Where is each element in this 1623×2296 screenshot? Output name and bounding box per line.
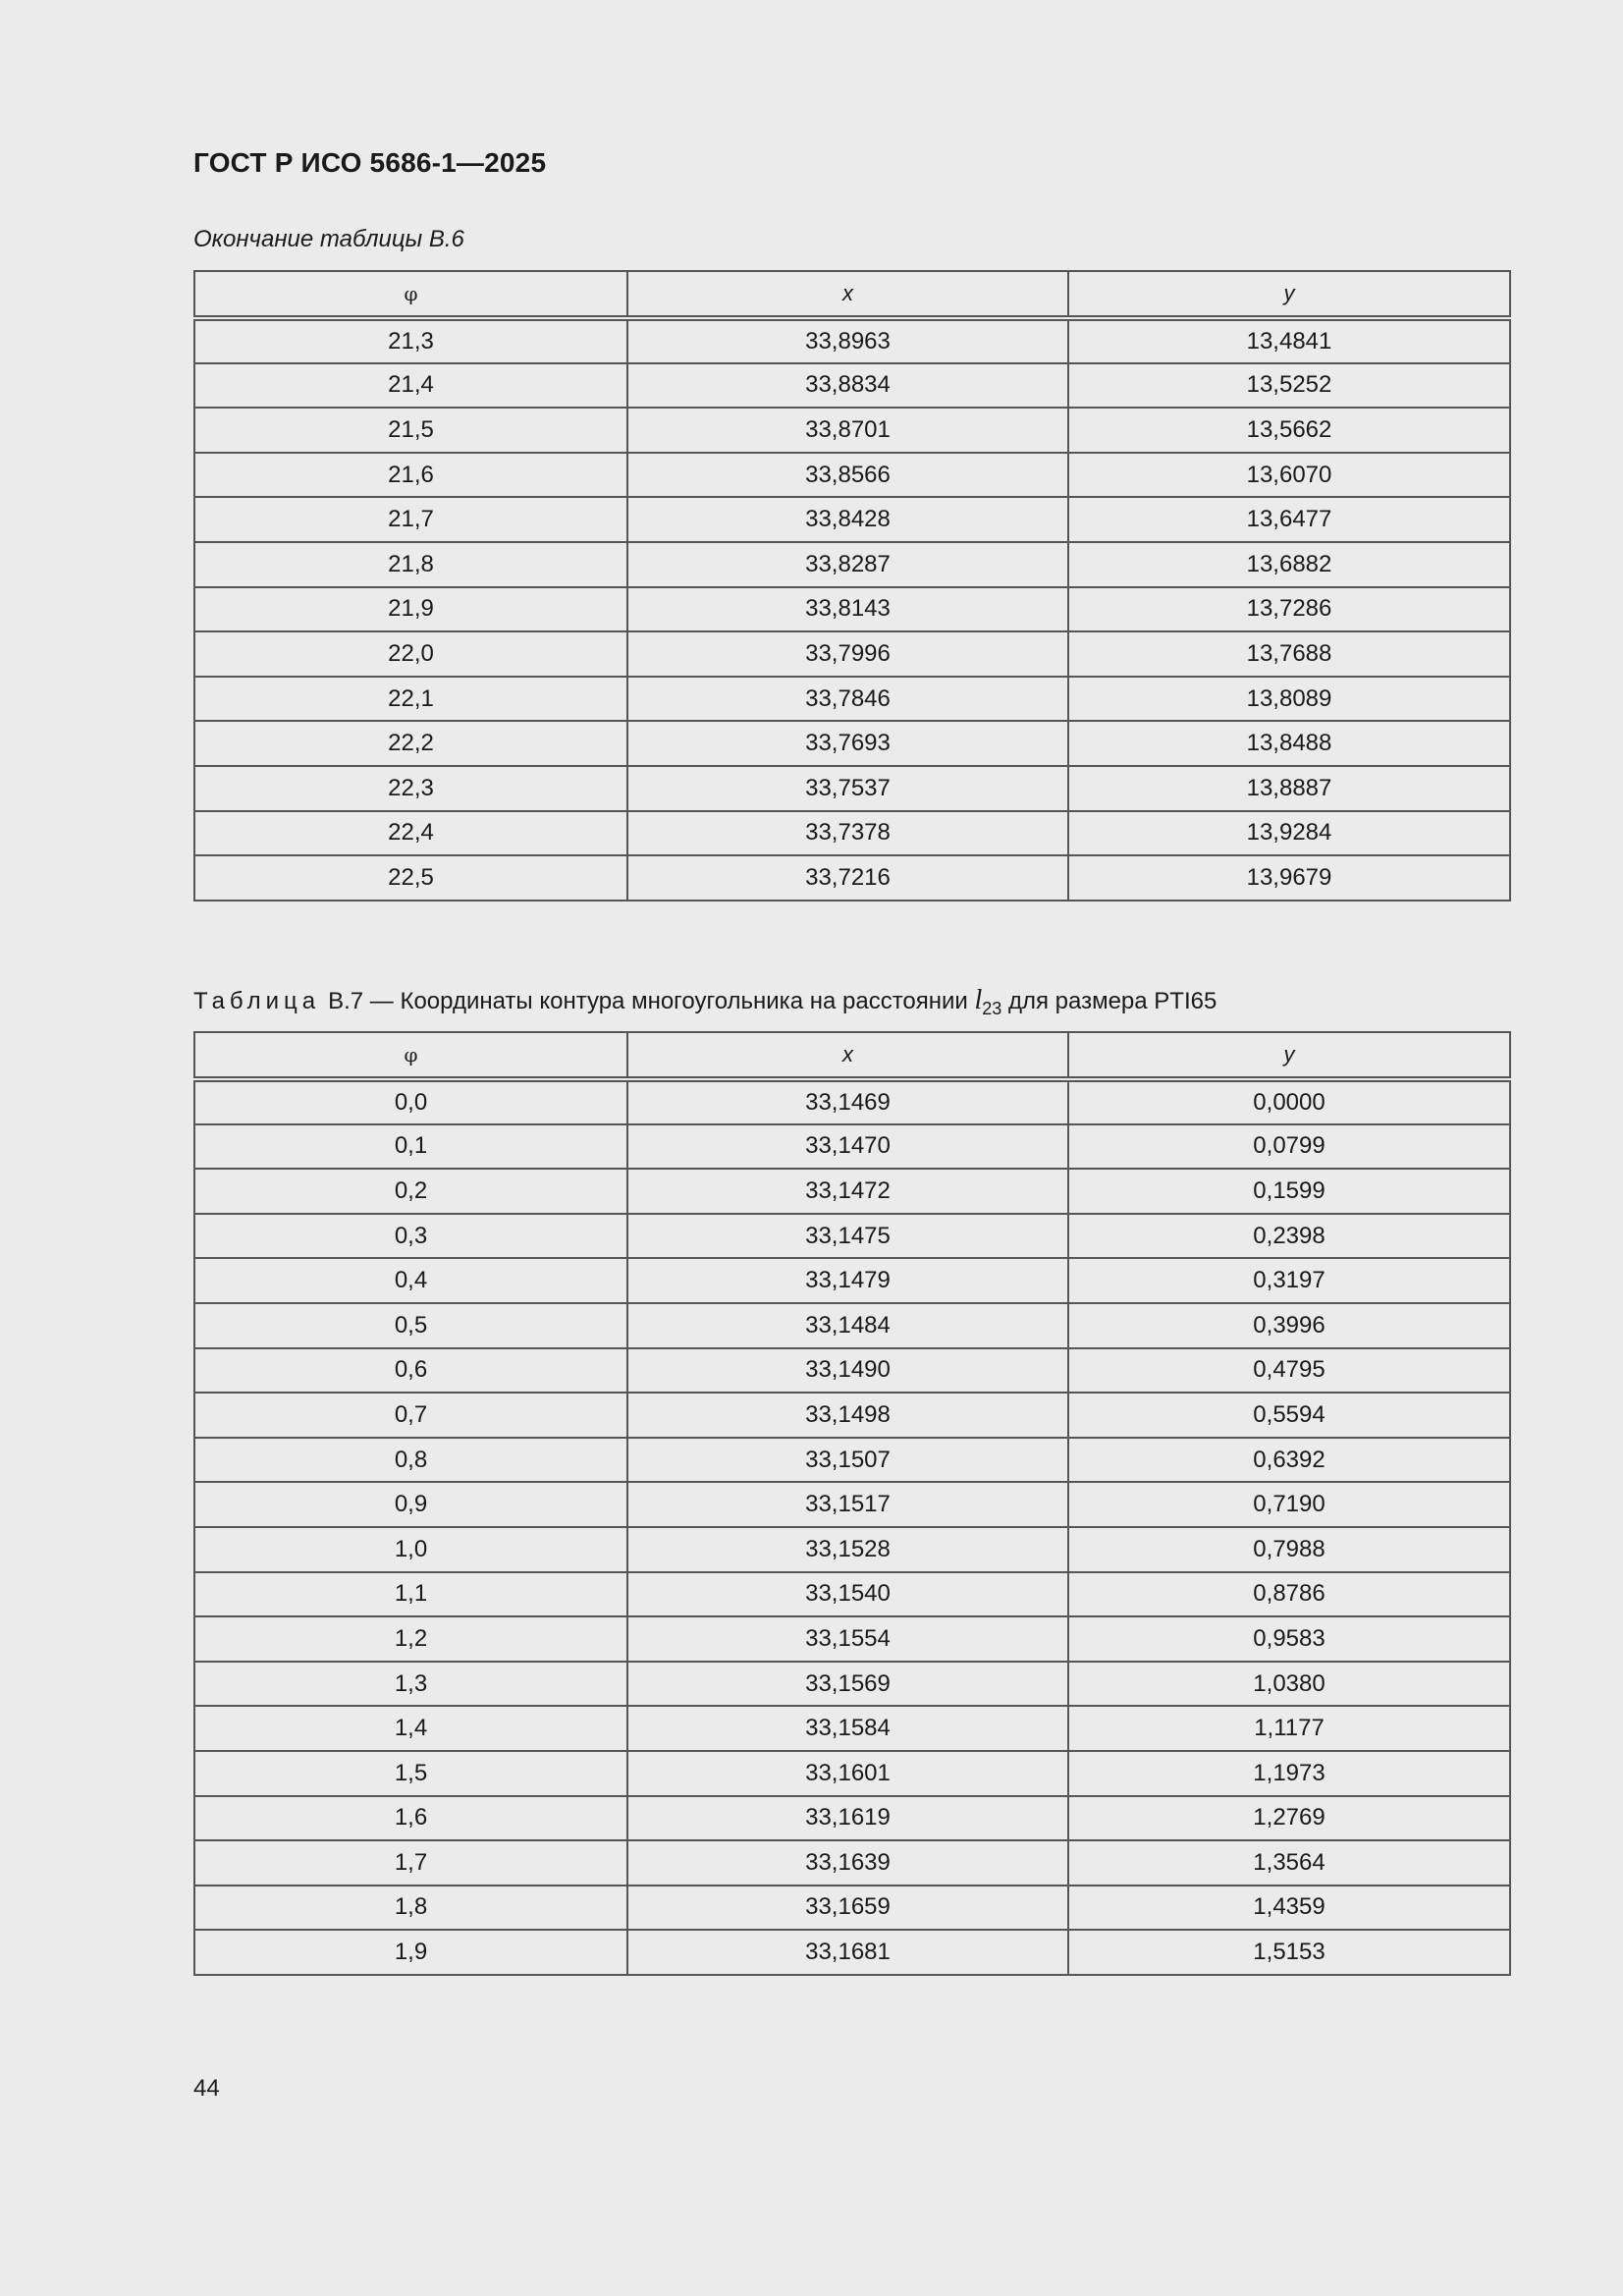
table-row — [194, 453, 1510, 498]
table-row — [194, 1124, 1510, 1170]
cell-phi: 0,8 — [194, 1438, 627, 1483]
column-header-y: y — [1068, 1032, 1510, 1079]
cell-y: 13,9679 — [1068, 855, 1510, 901]
cell-x: 33,1470 — [627, 1124, 1068, 1170]
cell-y: 0,4795 — [1068, 1348, 1510, 1394]
cell-phi: 1,1 — [194, 1572, 627, 1617]
cell-y: 0,5594 — [1068, 1393, 1510, 1438]
cell-phi: 0,1 — [194, 1124, 627, 1170]
cell-phi: 22,4 — [194, 811, 627, 856]
table-row — [194, 587, 1510, 632]
column-header-phi: φ — [194, 1032, 627, 1079]
cell-phi: 1,5 — [194, 1751, 627, 1796]
table-continuation-caption: Окончание таблицы В.6 — [193, 226, 464, 252]
cell-x: 33,1659 — [627, 1886, 1068, 1931]
cell-y: 0,6392 — [1068, 1438, 1510, 1483]
cell-x: 33,1517 — [627, 1482, 1068, 1527]
table-row — [194, 811, 1510, 856]
cell-x: 33,7693 — [627, 721, 1068, 766]
cell-x: 33,1475 — [627, 1214, 1068, 1259]
table-row — [194, 1840, 1510, 1886]
cell-phi: 21,7 — [194, 497, 627, 542]
cell-phi: 0,4 — [194, 1258, 627, 1303]
column-header-x: x — [627, 271, 1068, 318]
cell-phi: 0,2 — [194, 1169, 627, 1214]
cell-phi: 0,5 — [194, 1303, 627, 1348]
table-row — [194, 1796, 1510, 1841]
cell-phi: 0,9 — [194, 1482, 627, 1527]
cell-x: 33,8834 — [627, 363, 1068, 409]
table-caption-subscript: 23 — [982, 999, 1002, 1018]
cell-x: 33,7216 — [627, 855, 1068, 901]
cell-y: 0,9583 — [1068, 1616, 1510, 1662]
cell-x: 33,1681 — [627, 1930, 1068, 1975]
cell-x: 33,8963 — [627, 318, 1068, 363]
cell-x: 33,1498 — [627, 1393, 1068, 1438]
cell-x: 33,1540 — [627, 1572, 1068, 1617]
table-row — [194, 631, 1510, 677]
cell-x: 33,1619 — [627, 1796, 1068, 1841]
cell-y: 13,9284 — [1068, 811, 1510, 856]
cell-y: 0,3197 — [1068, 1258, 1510, 1303]
cell-y: 0,7190 — [1068, 1482, 1510, 1527]
table-header-row — [194, 1032, 1510, 1079]
cell-y: 13,5252 — [1068, 363, 1510, 409]
cell-phi: 21,4 — [194, 363, 627, 409]
page-number: 44 — [193, 2075, 220, 2102]
table-row — [194, 1258, 1510, 1303]
cell-x: 33,8428 — [627, 497, 1068, 542]
column-header-phi: φ — [194, 271, 627, 318]
cell-y: 0,2398 — [1068, 1214, 1510, 1259]
cell-y: 0,8786 — [1068, 1572, 1510, 1617]
table-row — [194, 1393, 1510, 1438]
cell-phi: 21,9 — [194, 587, 627, 632]
table-header-row — [194, 271, 1510, 318]
cell-phi: 22,3 — [194, 766, 627, 811]
cell-phi: 21,3 — [194, 318, 627, 363]
cell-x: 33,8143 — [627, 587, 1068, 632]
cell-y: 13,7286 — [1068, 587, 1510, 632]
table-row — [194, 1079, 1510, 1124]
cell-phi: 21,6 — [194, 453, 627, 498]
cell-x: 33,1507 — [627, 1438, 1068, 1483]
table-caption-variable: l — [974, 985, 983, 1015]
cell-phi: 1,9 — [194, 1930, 627, 1975]
cell-y: 1,1177 — [1068, 1706, 1510, 1751]
table-row — [194, 1482, 1510, 1527]
table-row — [194, 1348, 1510, 1394]
cell-x: 33,1639 — [627, 1840, 1068, 1886]
cell-phi: 1,6 — [194, 1796, 627, 1841]
cell-y: 0,1599 — [1068, 1169, 1510, 1214]
cell-phi: 22,2 — [194, 721, 627, 766]
cell-x: 33,7996 — [627, 631, 1068, 677]
table-caption — [193, 985, 1217, 1016]
coordinates-table-b6 — [193, 270, 1511, 902]
cell-phi: 22,1 — [194, 677, 627, 722]
cell-y: 1,5153 — [1068, 1930, 1510, 1975]
cell-y: 1,0380 — [1068, 1662, 1510, 1707]
table-row — [194, 408, 1510, 453]
cell-x: 33,1469 — [627, 1079, 1068, 1124]
cell-phi: 21,8 — [194, 542, 627, 587]
cell-x: 33,1528 — [627, 1527, 1068, 1572]
table-row — [194, 497, 1510, 542]
cell-y: 13,8089 — [1068, 677, 1510, 722]
table-row — [194, 1616, 1510, 1662]
cell-x: 33,1490 — [627, 1348, 1068, 1394]
table-row — [194, 363, 1510, 409]
cell-phi: 0,7 — [194, 1393, 627, 1438]
table-row — [194, 1572, 1510, 1617]
table-row — [194, 1662, 1510, 1707]
cell-x: 33,7537 — [627, 766, 1068, 811]
table-row — [194, 721, 1510, 766]
cell-x: 33,1569 — [627, 1662, 1068, 1707]
cell-phi: 1,2 — [194, 1616, 627, 1662]
cell-phi: 22,5 — [194, 855, 627, 901]
cell-phi: 1,7 — [194, 1840, 627, 1886]
table-row — [194, 1751, 1510, 1796]
cell-phi: 1,3 — [194, 1662, 627, 1707]
table-row — [194, 855, 1510, 901]
cell-x: 33,1484 — [627, 1303, 1068, 1348]
cell-x: 33,8566 — [627, 453, 1068, 498]
cell-y: 13,6477 — [1068, 497, 1510, 542]
table-row — [194, 1303, 1510, 1348]
cell-y: 1,2769 — [1068, 1796, 1510, 1841]
table-row — [194, 1886, 1510, 1931]
cell-phi: 22,0 — [194, 631, 627, 677]
table-row — [194, 1930, 1510, 1975]
cell-x: 33,8287 — [627, 542, 1068, 587]
table-row — [194, 1527, 1510, 1572]
cell-y: 1,3564 — [1068, 1840, 1510, 1886]
cell-y: 13,5662 — [1068, 408, 1510, 453]
table-caption-label: Таблица — [193, 988, 321, 1014]
cell-y: 13,8887 — [1068, 766, 1510, 811]
table-row — [194, 1214, 1510, 1259]
column-header-y: y — [1068, 271, 1510, 318]
cell-phi: 1,0 — [194, 1527, 627, 1572]
cell-y: 13,6882 — [1068, 542, 1510, 587]
cell-y: 0,0799 — [1068, 1124, 1510, 1170]
cell-x: 33,7846 — [627, 677, 1068, 722]
cell-phi: 1,8 — [194, 1886, 627, 1931]
cell-x: 33,1554 — [627, 1616, 1068, 1662]
cell-y: 13,6070 — [1068, 453, 1510, 498]
cell-y: 13,8488 — [1068, 721, 1510, 766]
table-row — [194, 766, 1510, 811]
table-row — [194, 677, 1510, 722]
cell-x: 33,8701 — [627, 408, 1068, 453]
cell-x: 33,1601 — [627, 1751, 1068, 1796]
cell-x: 33,1584 — [627, 1706, 1068, 1751]
cell-y: 13,7688 — [1068, 631, 1510, 677]
cell-y: 0,7988 — [1068, 1527, 1510, 1572]
table-row — [194, 1169, 1510, 1214]
cell-phi: 0,6 — [194, 1348, 627, 1394]
table-row — [194, 1438, 1510, 1483]
cell-x: 33,7378 — [627, 811, 1068, 856]
cell-y: 1,1973 — [1068, 1751, 1510, 1796]
cell-phi: 1,4 — [194, 1706, 627, 1751]
cell-phi: 0,3 — [194, 1214, 627, 1259]
table-caption-text-end: для размера PTI65 — [1001, 988, 1217, 1014]
cell-y: 13,4841 — [1068, 318, 1510, 363]
coordinates-table-b7 — [193, 1031, 1511, 1976]
cell-phi: 21,5 — [194, 408, 627, 453]
table-caption-text: В.7 — Координаты контура многоугольника на расстоянии — [328, 988, 975, 1014]
cell-y: 0,3996 — [1068, 1303, 1510, 1348]
column-header-x: x — [627, 1032, 1068, 1079]
cell-x: 33,1479 — [627, 1258, 1068, 1303]
table-row — [194, 1706, 1510, 1751]
cell-x: 33,1472 — [627, 1169, 1068, 1214]
cell-y: 1,4359 — [1068, 1886, 1510, 1931]
table-row — [194, 318, 1510, 363]
document-header: ГОСТ Р ИСО 5686-1—2025 — [193, 147, 547, 178]
cell-y: 0,0000 — [1068, 1079, 1510, 1124]
cell-phi: 0,0 — [194, 1079, 627, 1124]
table-row — [194, 542, 1510, 587]
